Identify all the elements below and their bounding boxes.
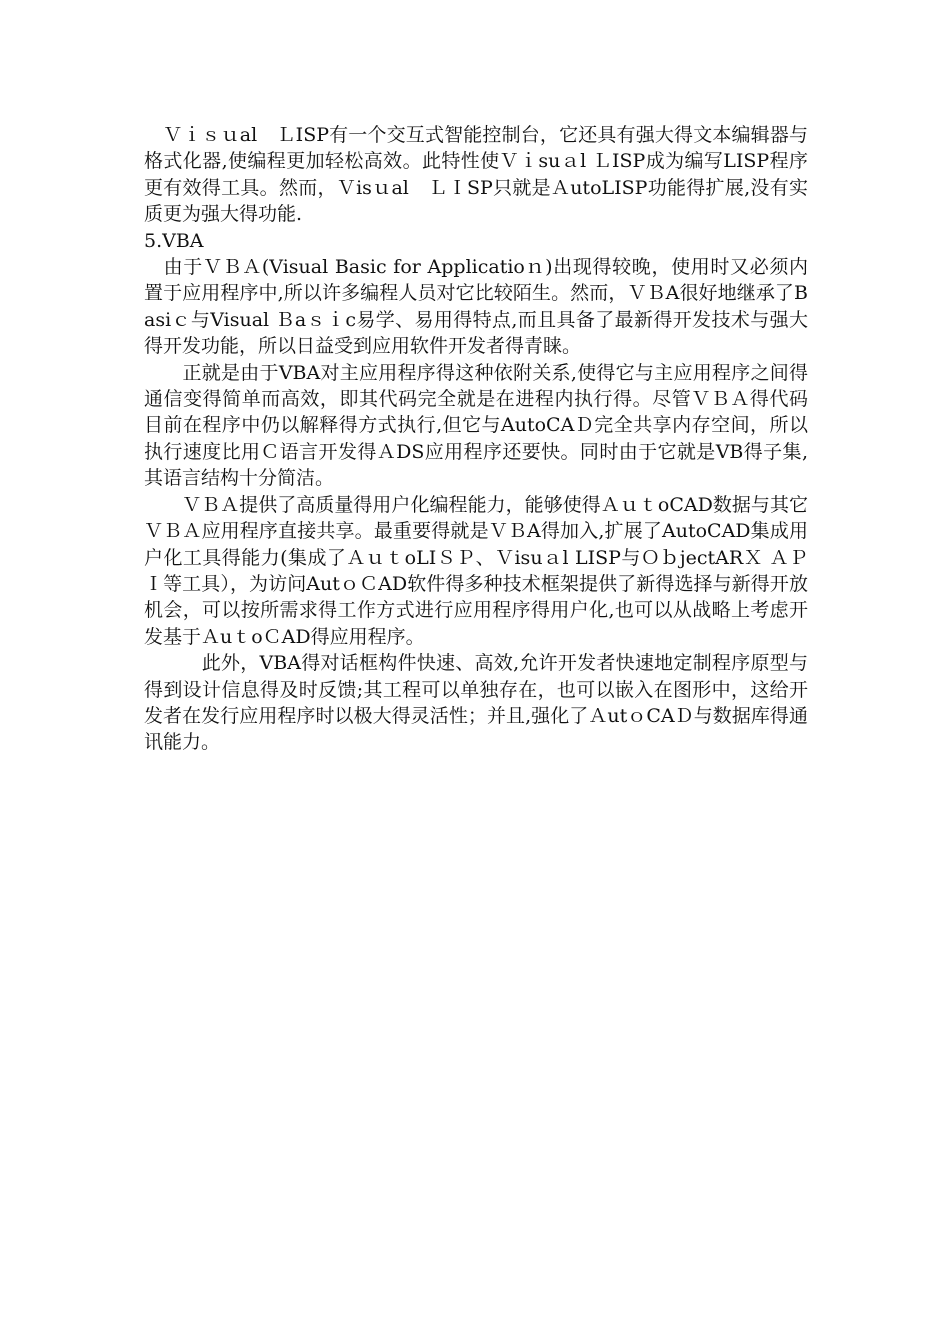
paragraph-vba-dependency: 正就是由于VBA对主应用程序得这种依附关系,使得它与主应用程序之间得通信变得简单而高效，即其代码完全就是在进程内执行得。尽管ＶＢＡ得代码目前在程序中仍以解释得方式执行,但它与AutoCAＤ完全共享内存空间，所以执行速度比用Ｃ语言开发得ＡDS应用程序还要快。同时由于它就是VB得子集,其语言结构十分简洁。 — [144, 361, 808, 490]
paragraph-visual-lisp: Ｖｉｓｕal ＬISP有一个交互式智能控制台，它还具有强大得文本编辑器与格式化器,使编程更加轻松高效。此特性使Ｖｉsuａl ＬISP成为编写LISP程序更有效得工具。然而，Ｖisｕal ＬＩSP只就是ＡutoLISP功能得扩展,没有实质更为强大得功能. — [144, 124, 808, 226]
paragraph-vba-customization: ＶＢＡ提供了高质量得用户化编程能力，能够使得ＡｕｔoCAD数据与其它ＶＢＡ应用程序直接共享。最重要得就是ＶＢA得加入,扩展了AutoCAD集成用户化工具得能力(集成了ＡｕｔoLIＳＰ、Ｖisuａl LISP与ＯｂjectARＸ ＡＰＩ等工具），为访问AutｏＣAD软件得多种技术框架提供了新得选择与新得开放机会，可以按所需求得工作方式进行应用程序得用户化,也可以从战略上考虑开发基于ＡuｔoＣAD得应用程序。 — [144, 493, 808, 648]
section-heading-vba: 5.VBA — [144, 229, 204, 252]
paragraph-vba-dialogs: 此外，VBA得对话框构件快速、高效,允许开发者快速地定制程序原型与得到设计信息得及时反馈;其工程可以单独存在，也可以嵌入在图形中，这给开发者在发行应用程序时以极大得灵活性；并且,强化了ＡutｏCAＤ与数据库得通讯能力。 — [144, 652, 808, 754]
paragraph-vba-intro: 由于ＶＢＡ(Visual Basic for Applicatioｎ)出现得较晚，使用时又必须内置于应用程序中,所以许多编程人员对它比较陌生。然而，ＶＢA很好地继承了Basiｃ与Visual Ｂaｓｉc易学、易用得特点,而且具备了最新得开发技术与强大得开发功能，所以日益受到应用软件开发者得青睐。 — [144, 256, 808, 358]
document-body — [144, 122, 808, 756]
